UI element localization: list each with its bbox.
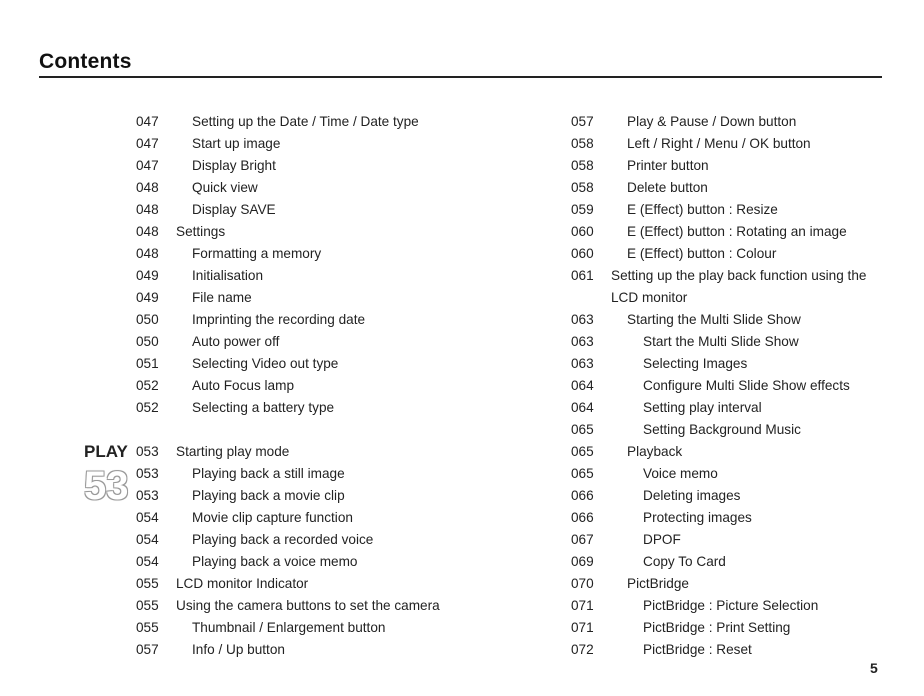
toc-entry-title: Playing back a recorded voice [192,532,374,547]
toc-page-number: 058 [571,136,594,151]
toc-entry [136,419,546,441]
toc-entry [136,375,546,397]
toc-entry [136,617,546,639]
toc-page-number: 060 [571,246,594,261]
toc-entry-title: Settings [176,224,226,239]
toc-page-number: 069 [571,554,594,569]
toc-entry [571,199,901,221]
toc-page-number: 055 [136,620,159,635]
toc-entry [571,617,901,639]
toc-entry-title: Start up image [192,136,281,151]
toc-entry [571,639,901,661]
page-number: 5 [870,660,878,676]
toc-page-number: 065 [571,422,594,437]
toc-page-number: 057 [136,642,159,657]
toc-entry-title: Display SAVE [192,202,276,217]
toc-page-number: 065 [571,444,594,459]
toc-entry [136,287,546,309]
toc-entry [571,243,901,265]
toc-entry-title: Copy To Card [643,554,726,569]
toc-entry [136,463,546,485]
toc-entry-title: Setting Background Music [643,422,801,437]
toc-entry-title: Configure Multi Slide Show effects [643,378,850,393]
toc-entry-title: Formatting a memory [192,246,322,261]
toc-page-number: 060 [571,224,594,239]
toc-entry-title: Protecting images [643,510,752,525]
toc-entry [136,265,546,287]
toc-page-number: 072 [571,642,594,657]
toc-entry [571,551,901,573]
toc-entry-title: Starting the Multi Slide Show [627,312,801,327]
toc-entry [136,639,546,661]
toc-entry [571,221,901,243]
toc-entry [571,485,901,507]
toc-entry-title: Initialisation [192,268,264,283]
toc-entry [571,375,901,397]
toc-entry-title: Deleting images [643,488,741,503]
toc-page-number: 064 [571,400,594,415]
toc-page-number: 048 [136,246,159,261]
toc-entry [136,243,546,265]
toc-entry-title: Selecting Video out type [192,356,339,371]
toc-page-number: 051 [136,356,159,371]
toc-entry-title: Playing back a voice memo [192,554,358,569]
toc-page-number: 058 [571,158,594,173]
toc-entry-title: E (Effect) button : Colour [627,246,777,261]
toc-entry [571,177,901,199]
toc-entry [571,419,901,441]
toc-page-number: 055 [136,576,159,591]
toc-entry [136,507,546,529]
toc-entry [571,111,901,133]
section-label: PLAY [84,442,128,461]
toc-entry-title: Quick view [192,180,258,195]
toc-entry-title: PictBridge : Reset [643,642,752,657]
toc-entry-title: Printer button [627,158,709,173]
toc-entry [571,331,901,353]
toc-entry-title: Thumbnail / Enlargement button [192,620,386,635]
toc-page-number: 063 [571,334,594,349]
section-page-number: 53 [84,464,129,508]
toc-entry-title: E (Effect) button : Rotating an image [627,224,847,239]
toc-entry-title: LCD monitor Indicator [176,576,309,591]
toc-entry [571,155,901,177]
toc-entry [136,573,546,595]
toc-page-number: 047 [136,114,159,129]
toc-entry-title: Left / Right / Menu / OK button [627,136,811,151]
toc-page-number: 052 [136,400,159,415]
toc-entry [136,441,546,463]
toc-entry [136,133,546,155]
toc-entry [136,529,546,551]
toc-entry [571,595,901,617]
toc-entry-title: Playback [627,444,683,459]
toc-entry-title: Display Bright [192,158,276,173]
toc-page-number: 057 [571,114,594,129]
toc-entry-title: Playing back a movie clip [192,488,345,503]
toc-entry [571,309,901,331]
title-divider [39,76,882,78]
toc-entry-title: PictBridge [627,576,689,591]
toc-page-number: 066 [571,488,594,503]
toc-page-number: 066 [571,510,594,525]
toc-entry-title: DPOF [643,532,681,547]
toc-entry-title: Selecting a battery type [192,400,335,415]
toc-page-number: 058 [571,180,594,195]
toc-entry [136,199,546,221]
toc-page-number: 050 [136,334,159,349]
toc-page-number: 054 [136,532,159,547]
toc-entry [571,529,901,551]
toc-page-number: 048 [136,180,159,195]
toc-page-number: 065 [571,466,594,481]
toc-page-number: 049 [136,268,159,283]
toc-entry [571,441,901,463]
toc-entry-title: PictBridge : Picture Selection [643,598,819,613]
toc-entry-title: Start the Multi Slide Show [643,334,799,349]
toc-entry-title: Starting play mode [176,444,290,459]
toc-page-number: 070 [571,576,594,591]
toc-entry [136,221,546,243]
toc-entry [571,573,901,595]
toc-page-number: 064 [571,378,594,393]
toc-page-number: 059 [571,202,594,217]
toc-entry-title: Setting play interval [643,400,762,415]
toc-entry-title: Selecting Images [643,356,748,371]
toc-entry-title: LCD monitor [611,290,688,305]
toc-entry-title: PictBridge : Print Setting [643,620,791,635]
toc-entry-title: Setting up the play back function using the [611,268,867,283]
toc-entry-title: File name [192,290,252,305]
toc-entry-title: Imprinting the recording date [192,312,366,327]
toc-page-number: 049 [136,290,159,305]
toc-page-number: 053 [136,466,159,481]
toc-entry [136,551,546,573]
toc-entry [571,463,901,485]
toc-page-number: 061 [571,268,594,283]
toc-entry-title: Movie clip capture function [192,510,353,525]
toc-entry-title: Play & Pause / Down button [627,114,797,129]
toc-entry [571,397,901,419]
toc-entry-title: Using the camera buttons to set the camera [176,598,440,613]
toc-entry-title: Setting up the Date / Time / Date type [192,114,419,129]
toc-page-number: 047 [136,158,159,173]
toc-entry-title: Auto power off [192,334,280,349]
toc-right-column [571,111,901,661]
toc-entry [571,133,901,155]
toc-entry [571,507,901,529]
toc-entry-title: Voice memo [643,466,718,481]
toc-page-number: 055 [136,598,159,613]
toc-page-number: 067 [571,532,594,547]
toc-entry-title: Playing back a still image [192,466,345,481]
toc-entry [136,309,546,331]
toc-entry-title: E (Effect) button : Resize [627,202,778,217]
toc-entry [136,485,546,507]
toc-page-number: 063 [571,312,594,327]
toc-page-number: 063 [571,356,594,371]
toc-entry [136,595,546,617]
toc-page-number: 054 [136,510,159,525]
toc-entry-title: Info / Up button [192,642,285,657]
toc-entry [136,155,546,177]
toc-page-number: 053 [136,488,159,503]
toc-page-number: 047 [136,136,159,151]
toc-page-number: 053 [136,444,159,459]
toc-page-number: 054 [136,554,159,569]
toc-entry [136,331,546,353]
toc-page-number: 050 [136,312,159,327]
toc-page-number: 071 [571,620,594,635]
page-title: Contents [39,50,132,73]
toc-entry [571,265,901,287]
toc-entry [136,353,546,375]
toc-page-number: 048 [136,202,159,217]
toc-entry [571,353,901,375]
toc-page-number: 052 [136,378,159,393]
toc-page-number: 048 [136,224,159,239]
toc-entry [571,287,901,309]
toc-entry [136,397,546,419]
toc-entry [136,177,546,199]
toc-entry [136,111,546,133]
toc-entry-title: Delete button [627,180,708,195]
toc-left-column [136,111,546,661]
toc-entry-title: Auto Focus lamp [192,378,294,393]
toc-page-number: 071 [571,598,594,613]
